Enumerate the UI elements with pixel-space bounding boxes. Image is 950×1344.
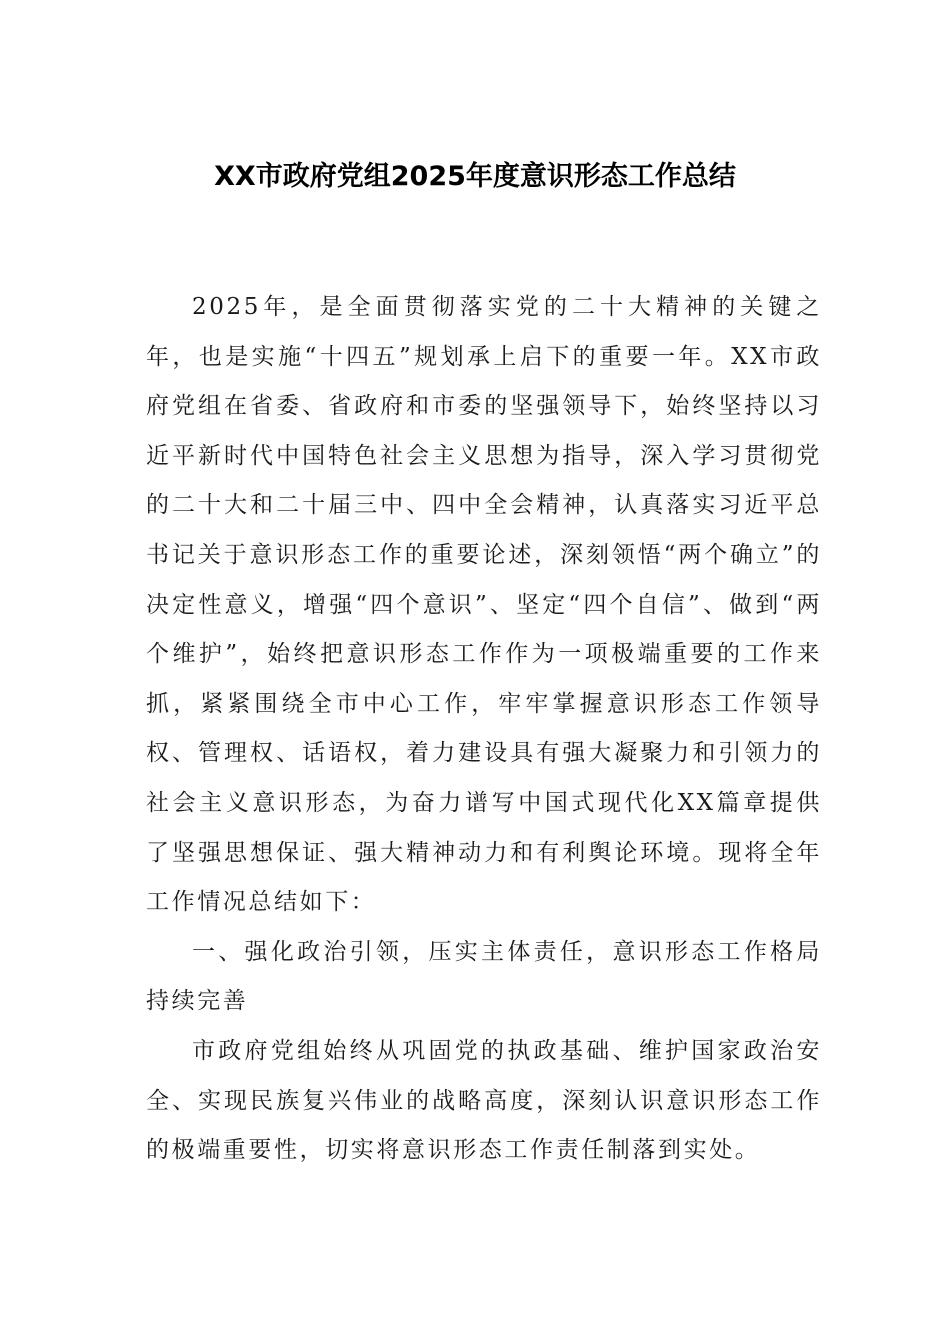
- section-heading-1: 一、强化政治引领，压实主体责任，意识形态工作格局持续完善: [146, 938, 822, 1015]
- paragraph-section-1: 市政府党组始终从巩固党的执政基础、维护国家政治安全、实现民族复兴伟业的战略高度，深刻认识意识形态工作的极端重要性，切实将意识形态工作责任制落到实处。: [146, 1037, 822, 1164]
- paragraph-intro: 2025年，是全面贯彻落实党的二十大精神的关键之年，也是实施“十四五”规划承上启下的重要一年。XX市政府党组在省委、省政府和市委的坚强领导下，始终坚持以习近平新时代中国特色社会主义思想为指导，深入学习贯彻党的二十大和二十届三中、四中全会精神，认真落实习近平总书记关于意识形态工作的重要论述，深刻领悟“两个确立”的决定性意义，增强“四个意识”、坚定“四个自信”、做到“两个维护”，始终把意识形态工作作为一项极端重要的工作来抓，紧紧围绕全市中心工作，牢牢掌握意识形态工作领导权、管理权、话语权，着力建设具有强大凝聚力和引领力的社会主义意识形态，为奋力谱写中国式现代化XX篇章提供了坚强思想保证、强大精神动力和有利舆论环境。现将全年工作情况总结如下：: [146, 294, 822, 916]
- document-title: XX市政府党组2025年度意识形态工作总结: [214, 161, 736, 192]
- document-body: [146, 283, 822, 1176]
